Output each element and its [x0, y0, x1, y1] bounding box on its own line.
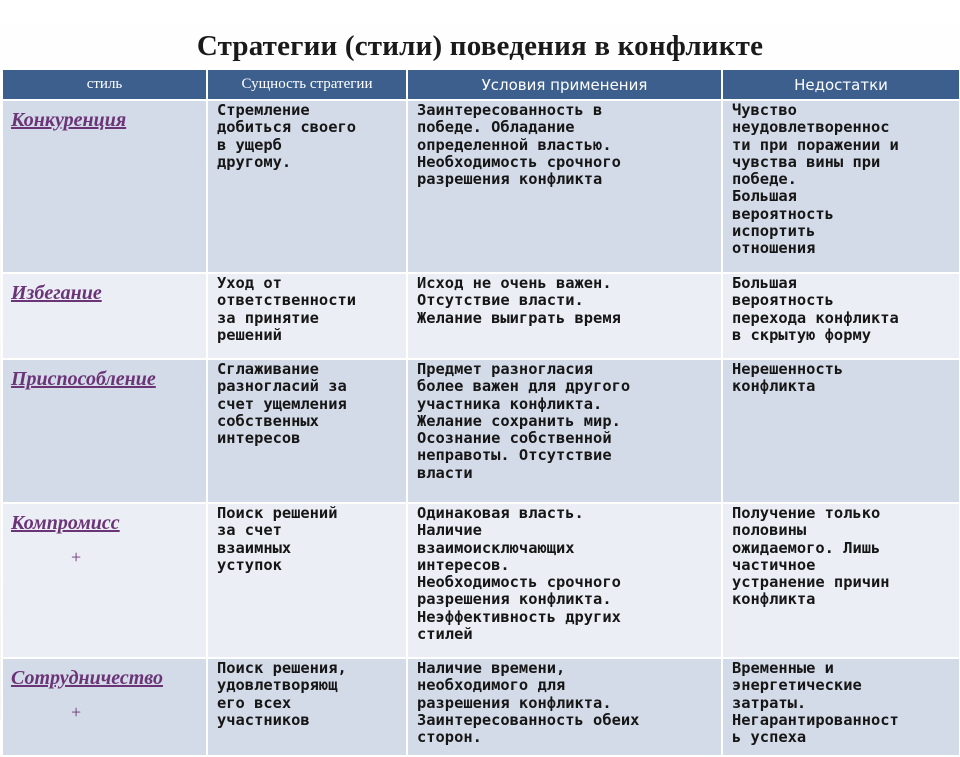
drawbacks-text: Большая вероятность перехода конфликта в скрытую форму — [732, 274, 899, 344]
style-cell — [2, 503, 207, 658]
header-conditions: Условия применения — [407, 69, 722, 100]
style-name-link[interactable]: Компромисс — [11, 512, 120, 534]
drawbacks-cell — [722, 273, 960, 359]
conditions-text: Заинтересованность в победе. Обладание определенной властью. Необходимость срочного разрешения конфликта — [417, 101, 621, 189]
conditions-cell — [407, 359, 722, 503]
table-row-competition — [2, 100, 960, 273]
essence-text: Стремление добиться своего в ущерб другому. — [217, 101, 356, 171]
style-name-link[interactable]: Конкуренция — [11, 109, 127, 131]
essence-text: Уход от ответственности за принятие решений — [217, 274, 356, 344]
style-cell — [2, 100, 207, 273]
conditions-cell — [407, 658, 722, 756]
drawbacks-text: Получение только половины ожидаемого. Лишь частичное устранение причин конфликта — [732, 504, 890, 609]
style-cell — [2, 359, 207, 503]
style-name-link[interactable]: Сотрудничество — [11, 667, 163, 689]
drawbacks-cell — [722, 359, 960, 503]
plus-mark: + — [71, 547, 82, 567]
strategies-table — [1, 68, 960, 757]
drawbacks-cell — [722, 100, 960, 273]
essence-text: Поиск решений за счет взаимных уступок — [217, 504, 338, 574]
essence-cell — [207, 273, 407, 359]
style-cell — [2, 658, 207, 756]
drawbacks-cell — [722, 658, 960, 756]
drawbacks-cell — [722, 503, 960, 658]
table-header-row — [2, 69, 960, 100]
conditions-text: Одинаковая власть. Наличие взаимоисключающих интересов. Необходимость срочного разрешения конфликта. Неэффективность других стилей — [417, 504, 621, 644]
conditions-cell — [407, 100, 722, 273]
conditions-text: Предмет разногласия более важен для другого участника конфликта. Желание сохранить мир. Осознание собственной неправоты. Отсутствие власти — [417, 360, 631, 482]
header-drawbacks: Недостатки — [722, 69, 960, 100]
style-name-link[interactable]: Приспособление — [11, 368, 156, 390]
drawbacks-text: Нерешенность конфликта — [732, 360, 844, 396]
essence-cell — [207, 658, 407, 756]
essence-text: Сглаживание разногласий за счет ущемления собственных интересов — [217, 360, 347, 448]
style-name-link[interactable]: Избегание — [11, 282, 102, 304]
essence-text: Поиск решения, удовлетворяющ его всех участников — [217, 659, 347, 729]
conditions-text: Наличие времени, необходимого для разрешения конфликта. Заинтересованность обеих сторон. — [417, 659, 640, 747]
table-row-compromise — [2, 503, 960, 658]
drawbacks-text: Чувство неудовлетвореннос ти при поражении и чувства вины при победе. Большая вероятность испортить отношения — [732, 101, 899, 258]
page-title: Стратегии (стили) поведения в конфликте — [196, 30, 764, 62]
conditions-cell — [407, 503, 722, 658]
header-style: стиль — [2, 69, 207, 100]
essence-cell — [207, 100, 407, 273]
table-row-avoidance — [2, 273, 960, 359]
style-cell — [2, 273, 207, 359]
plus-mark: + — [71, 702, 82, 722]
essence-cell — [207, 503, 407, 658]
table-row-accommodation — [2, 359, 960, 503]
conditions-cell — [407, 273, 722, 359]
conditions-text: Исход не очень важен. Отсутствие власти. Желание выиграть время — [417, 274, 621, 327]
essence-cell — [207, 359, 407, 503]
table-row-collaboration — [2, 658, 960, 756]
header-essence: Сущность стратегии — [207, 69, 407, 100]
drawbacks-text: Временные и энергетические затраты. Негарантированност ь успеха — [732, 659, 899, 747]
